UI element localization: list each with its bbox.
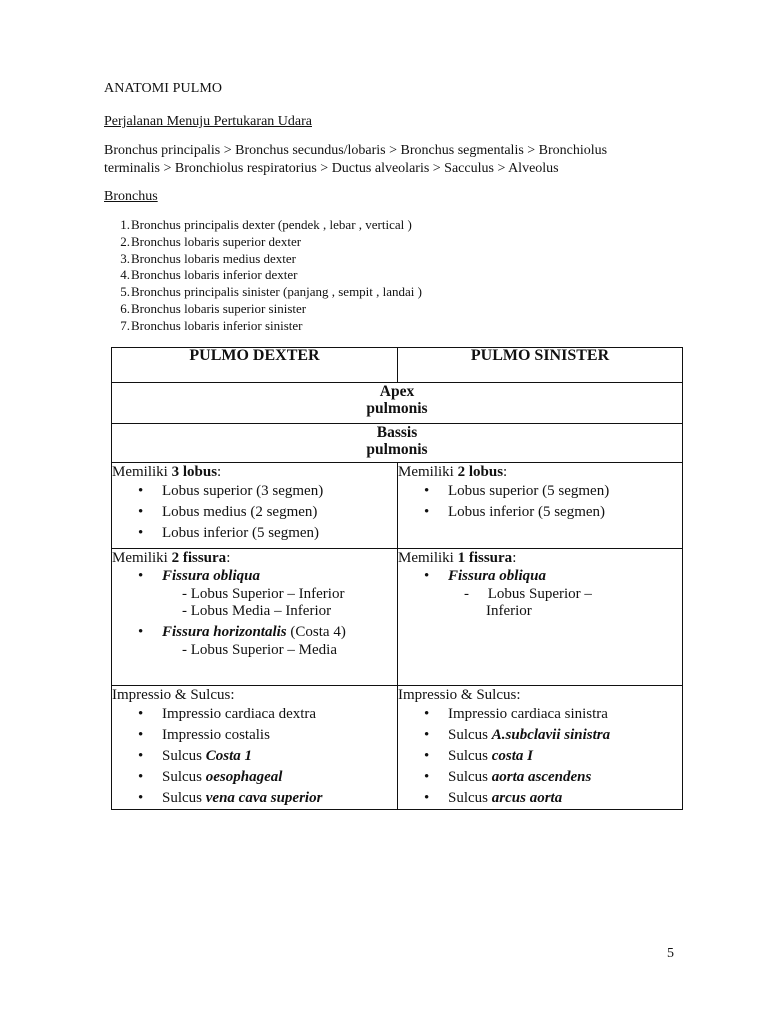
fissura-row xyxy=(112,549,683,686)
list-item: • Sulcus oesophageal xyxy=(112,767,397,788)
impressio-sinister-cell: Impressio & Sulcus: • Impressio cardiaca sinistra • Sulcus A.subclavii sinistra • Sulcus costa I • Sulcus aorta ascendens • Sulcus arcus aorta xyxy=(398,686,683,810)
bassis-pulmonis-cell: Bassis pulmonis xyxy=(112,424,683,463)
list-item: • Sulcus aorta ascendens xyxy=(398,767,682,788)
list-item: 2. Bronchus lobaris superior dexter xyxy=(120,233,302,249)
section-heading-bronchus: Bronchus xyxy=(104,189,158,204)
list-item: - Lobus Superior – Media xyxy=(182,642,337,658)
list-item: 7. Bronchus lobaris inferior sinister xyxy=(120,317,303,333)
fissura-sinister-cell: Memiliki 1 fissura: • Fissura obliqua - Lobus Superior – Inferior xyxy=(398,549,683,686)
list-item: 4. Bronchus lobaris inferior dexter xyxy=(120,267,298,283)
list-item: - Lobus Media – Inferior xyxy=(182,603,332,619)
list-item: • Lobus superior (3 segmen) xyxy=(112,481,397,502)
list-item: • Fissura obliqua xyxy=(112,567,397,586)
lobus-dexter-cell: Memiliki 3 lobus: • Lobus superior (3 segmen) • Lobus medius (2 segmen) • Lobus inferior (5 segmen) xyxy=(112,463,398,549)
pulmo-comparison-table xyxy=(111,347,683,810)
list-item: • Sulcus arcus aorta xyxy=(398,788,682,809)
list-item: • Sulcus Costa 1 xyxy=(112,746,397,767)
section-heading-perjalanan: Perjalanan Menuju Pertukaran Udara xyxy=(104,114,312,129)
pathway-line-1: Bronchus principalis > Bronchus secundus/lobaris > Bronchus segmentalis > Bronchiolus xyxy=(104,143,608,158)
list-item: • Sulcus costa I xyxy=(398,746,682,767)
header-pulmo-dexter: PULMO DEXTER xyxy=(112,348,398,383)
airway-pathway-paragraph xyxy=(104,142,694,178)
list-item: • Impressio costalis xyxy=(112,725,397,746)
list-item: • Sulcus vena cava superior xyxy=(112,788,397,809)
list-item: • Impressio cardiaca dextra xyxy=(112,704,397,725)
apex-row xyxy=(112,383,683,424)
impressio-dexter-cell: Impressio & Sulcus: • Impressio cardiaca dextra • Impressio costalis • Sulcus Costa 1 • Sulcus oesophageal • Sulcus vena cava superior xyxy=(112,686,398,810)
bassis-row xyxy=(112,424,683,463)
lobus-row xyxy=(112,463,683,549)
page-number: 5 xyxy=(667,946,674,961)
list-item: • Fissura horizontalis (Costa 4) xyxy=(112,620,397,642)
list-item-continuation: Inferior xyxy=(486,603,532,619)
lobus-sinister-cell: Memiliki 2 lobus: • Lobus superior (5 segmen) • Lobus inferior (5 segmen) xyxy=(398,463,683,549)
list-item: - Lobus Superior – Inferior xyxy=(182,586,345,602)
list-item: • Impressio cardiaca sinistra xyxy=(398,704,682,725)
apex-pulmonis-cell: Apex pulmonis xyxy=(112,383,683,424)
page-title: ANATOMI PULMO xyxy=(104,81,223,96)
list-item: 6. Bronchus lobaris superior sinister xyxy=(120,300,307,316)
list-item: • Lobus inferior (5 segmen) xyxy=(112,523,397,544)
list-item: - Lobus Superior – xyxy=(464,586,592,602)
pathway-line-2: terminalis > Bronchiolus respiratorius > Ductus alveolaris > Sacculus > Alveolus xyxy=(104,161,559,176)
impressio-row xyxy=(112,686,683,810)
list-item: • Lobus inferior (5 segmen) xyxy=(398,502,682,523)
list-item: 1. Bronchus principalis dexter (pendek , lebar , vertical ) xyxy=(120,217,412,232)
list-item: 3. Bronchus lobaris medius dexter xyxy=(120,250,296,266)
list-item: • Lobus superior (5 segmen) xyxy=(398,481,682,502)
fissura-dexter-cell: Memiliki 2 fissura: • Fissura obliqua - Lobus Superior – Inferior - Lobus Media – Inferior • Fissura horizontalis (Costa 4) - Lobus Superior – Media xyxy=(112,549,398,686)
bronchus-list xyxy=(104,217,422,335)
list-item: • Fissura obliqua xyxy=(398,567,682,586)
header-pulmo-sinister: PULMO SINISTER xyxy=(398,348,683,383)
list-item: • Sulcus A.subclavii sinistra xyxy=(398,725,682,746)
list-item: 5. Bronchus principalis sinister (panjang , sempit , landai ) xyxy=(120,284,422,300)
table-header-row xyxy=(112,348,683,383)
list-item: • Lobus medius (2 segmen) xyxy=(112,502,397,523)
